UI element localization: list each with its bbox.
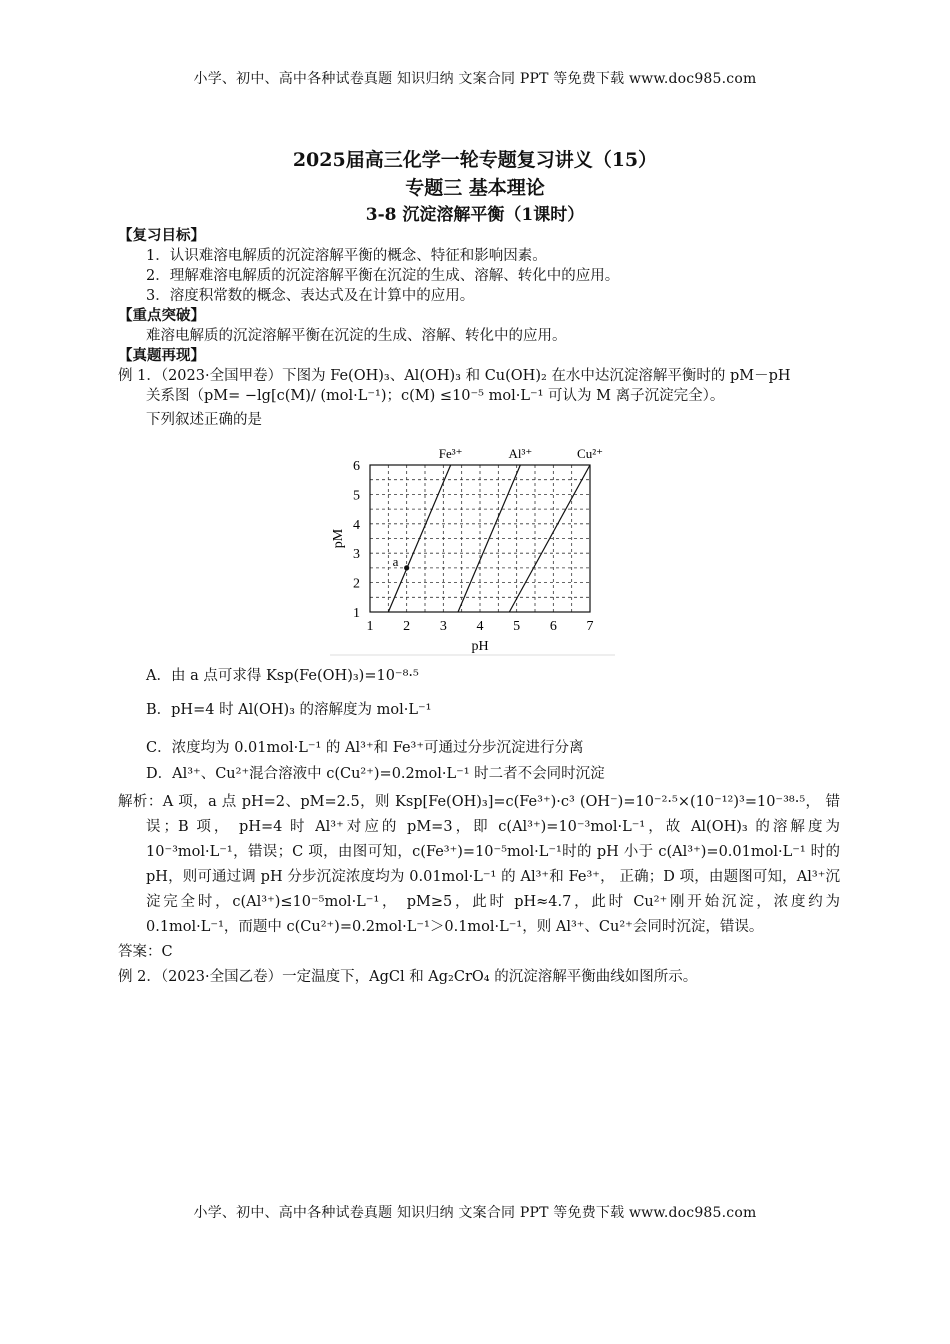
x-tick-label: 6	[549, 619, 557, 634]
focus-heading: 【重点突破】	[118, 307, 205, 324]
example1-line2: 关系图（pM= −lg[c(M)/ (mol·L⁻¹)；c(M) ≤10⁻⁵ mol·L⁻¹ 可认为 M 离子沉淀完全）。	[146, 388, 725, 404]
goal-item-3: 3．溶度积常数的概念、表达式及在计算中的应用。	[146, 288, 475, 304]
goal-item-1: 1．认识难溶电解质的沉淀溶解平衡的概念、特征和影响因素。	[146, 248, 547, 264]
series-label: Al³⁺	[508, 446, 533, 461]
topic-title: 专题三 基本理论	[405, 177, 545, 199]
page-header: 小学、初中、高中各种试卷真题 知识归纳 文案合同 PPT 等免费下载 www.doc985.com	[193, 71, 757, 87]
pm-ph-chart	[330, 440, 630, 660]
point-a-label: a	[392, 553, 399, 569]
x-tick-label: 3	[439, 619, 447, 634]
y-tick-label: 5	[353, 488, 360, 504]
x-tick-label: 7	[586, 619, 594, 634]
analysis	[118, 790, 840, 990]
x-tick-label: 4	[476, 619, 484, 634]
title-block	[0, 146, 950, 228]
real-heading: 【真题再现】	[118, 347, 205, 364]
y-axis-label: pM	[331, 528, 346, 549]
option-c: C．浓度均为 0.01mol·L⁻¹ 的 Al³⁺和 Fe³⁺可通过分步沉淀进行分离	[146, 740, 584, 756]
option-b: B．pH=4 时 Al(OH)₃ 的溶解度为 mol·L⁻¹	[146, 702, 432, 718]
goal-item-2: 2．理解难溶电解质的沉淀溶解平衡在沉淀的生成、溶解、转化中的应用。	[146, 268, 620, 284]
y-tick-label: 3	[353, 547, 360, 563]
y-tick-label: 4	[353, 517, 360, 533]
main-content	[118, 226, 840, 430]
example1-line1: 例 1．（2023·全国甲卷）下图为 Fe(OH)₃、Al(OH)₃ 和 Cu(OH)₂ 在水中达沉淀溶解平衡时的 pM－pH	[118, 368, 791, 384]
analysis-text: 解析：A 项，a 点 pH=2、pM=2.5，则 Ksp[Fe(OH)₃]=c(Fe³⁺)·c³ (OH⁻)=10⁻²·⁵×(10⁻¹²)³=10⁻³⁸·⁵， 错误；B 项， pH=4 时 Al³⁺对应的 pM=3，即 c(Al³⁺)=10⁻³mol·L⁻¹，故 Al(OH)₃ 的溶解度为 10⁻³mol·L⁻¹，错误；C 项，由图可知，c(Fe³⁺)=10⁻⁵mol·L⁻¹时的 pH 小于 c(Al³⁺)=0.01mol·L⁻¹ 时的 pH，则可通过调 pH 分步沉淀浓度均为 0.01mol·L⁻¹ 的 Al³⁺和 Fe³⁺， 正确；D 项，由题图可知，Al³⁺沉淀完全时，c(Al³⁺)≤10⁻⁵mol·L⁻¹， pM≥5，此时 pH≈4.7，此时 Cu²⁺刚开始沉淀，浓度约为 0.1mol·L⁻¹，而题中 c(Cu²⁺)=0.2mol·L⁻¹＞0.1mol·L⁻¹，则 Al³⁺、Cu²⁺会同时沉淀，错误。	[118, 794, 840, 935]
y-tick-label: 1	[353, 606, 360, 621]
option-d: D．Al³⁺、Cu²⁺混合溶液中 c(Cu²⁺)=0.2mol·L⁻¹ 时二者不会同时沉淀	[146, 766, 605, 782]
x-tick-label: 5	[513, 619, 521, 634]
page-footer: 小学、初中、高中各种试卷真题 知识归纳 文案合同 PPT 等免费下载 www.doc985.com	[193, 1205, 757, 1221]
answer: 答案：C	[118, 944, 173, 960]
series-label: Fe³⁺	[438, 446, 463, 461]
options	[146, 666, 846, 784]
point-a	[404, 565, 409, 570]
series-label: Cu²⁺	[577, 446, 603, 461]
x-tick-label: 2	[403, 619, 411, 634]
series-line	[388, 465, 450, 612]
focus-text: 难溶电解质的沉淀溶解平衡在沉淀的生成、溶解、转化中的应用。	[146, 328, 567, 344]
option-a: A．由 a 点可求得 Ksp(Fe(OH)₃)=10⁻⁸·⁵	[146, 668, 419, 684]
x-axis-label: pH	[471, 639, 489, 654]
doc-title: 2025届高三化学一轮专题复习讲义（15）	[292, 149, 658, 171]
x-tick-label: 1	[366, 619, 374, 634]
example1-line3: 下列叙述正确的是	[146, 412, 262, 428]
goals-heading: 【复习目标】	[118, 227, 205, 244]
example2-line1: 例 2．（2023·全国乙卷）一定温度下，AgCl 和 Ag₂CrO₄ 的沉淀溶解平衡曲线如图所示。	[118, 969, 698, 985]
lesson-title: 3-8 沉淀溶解平衡（1课时）	[365, 205, 585, 225]
y-tick-label: 6	[353, 459, 360, 474]
y-tick-label: 2	[353, 576, 360, 592]
